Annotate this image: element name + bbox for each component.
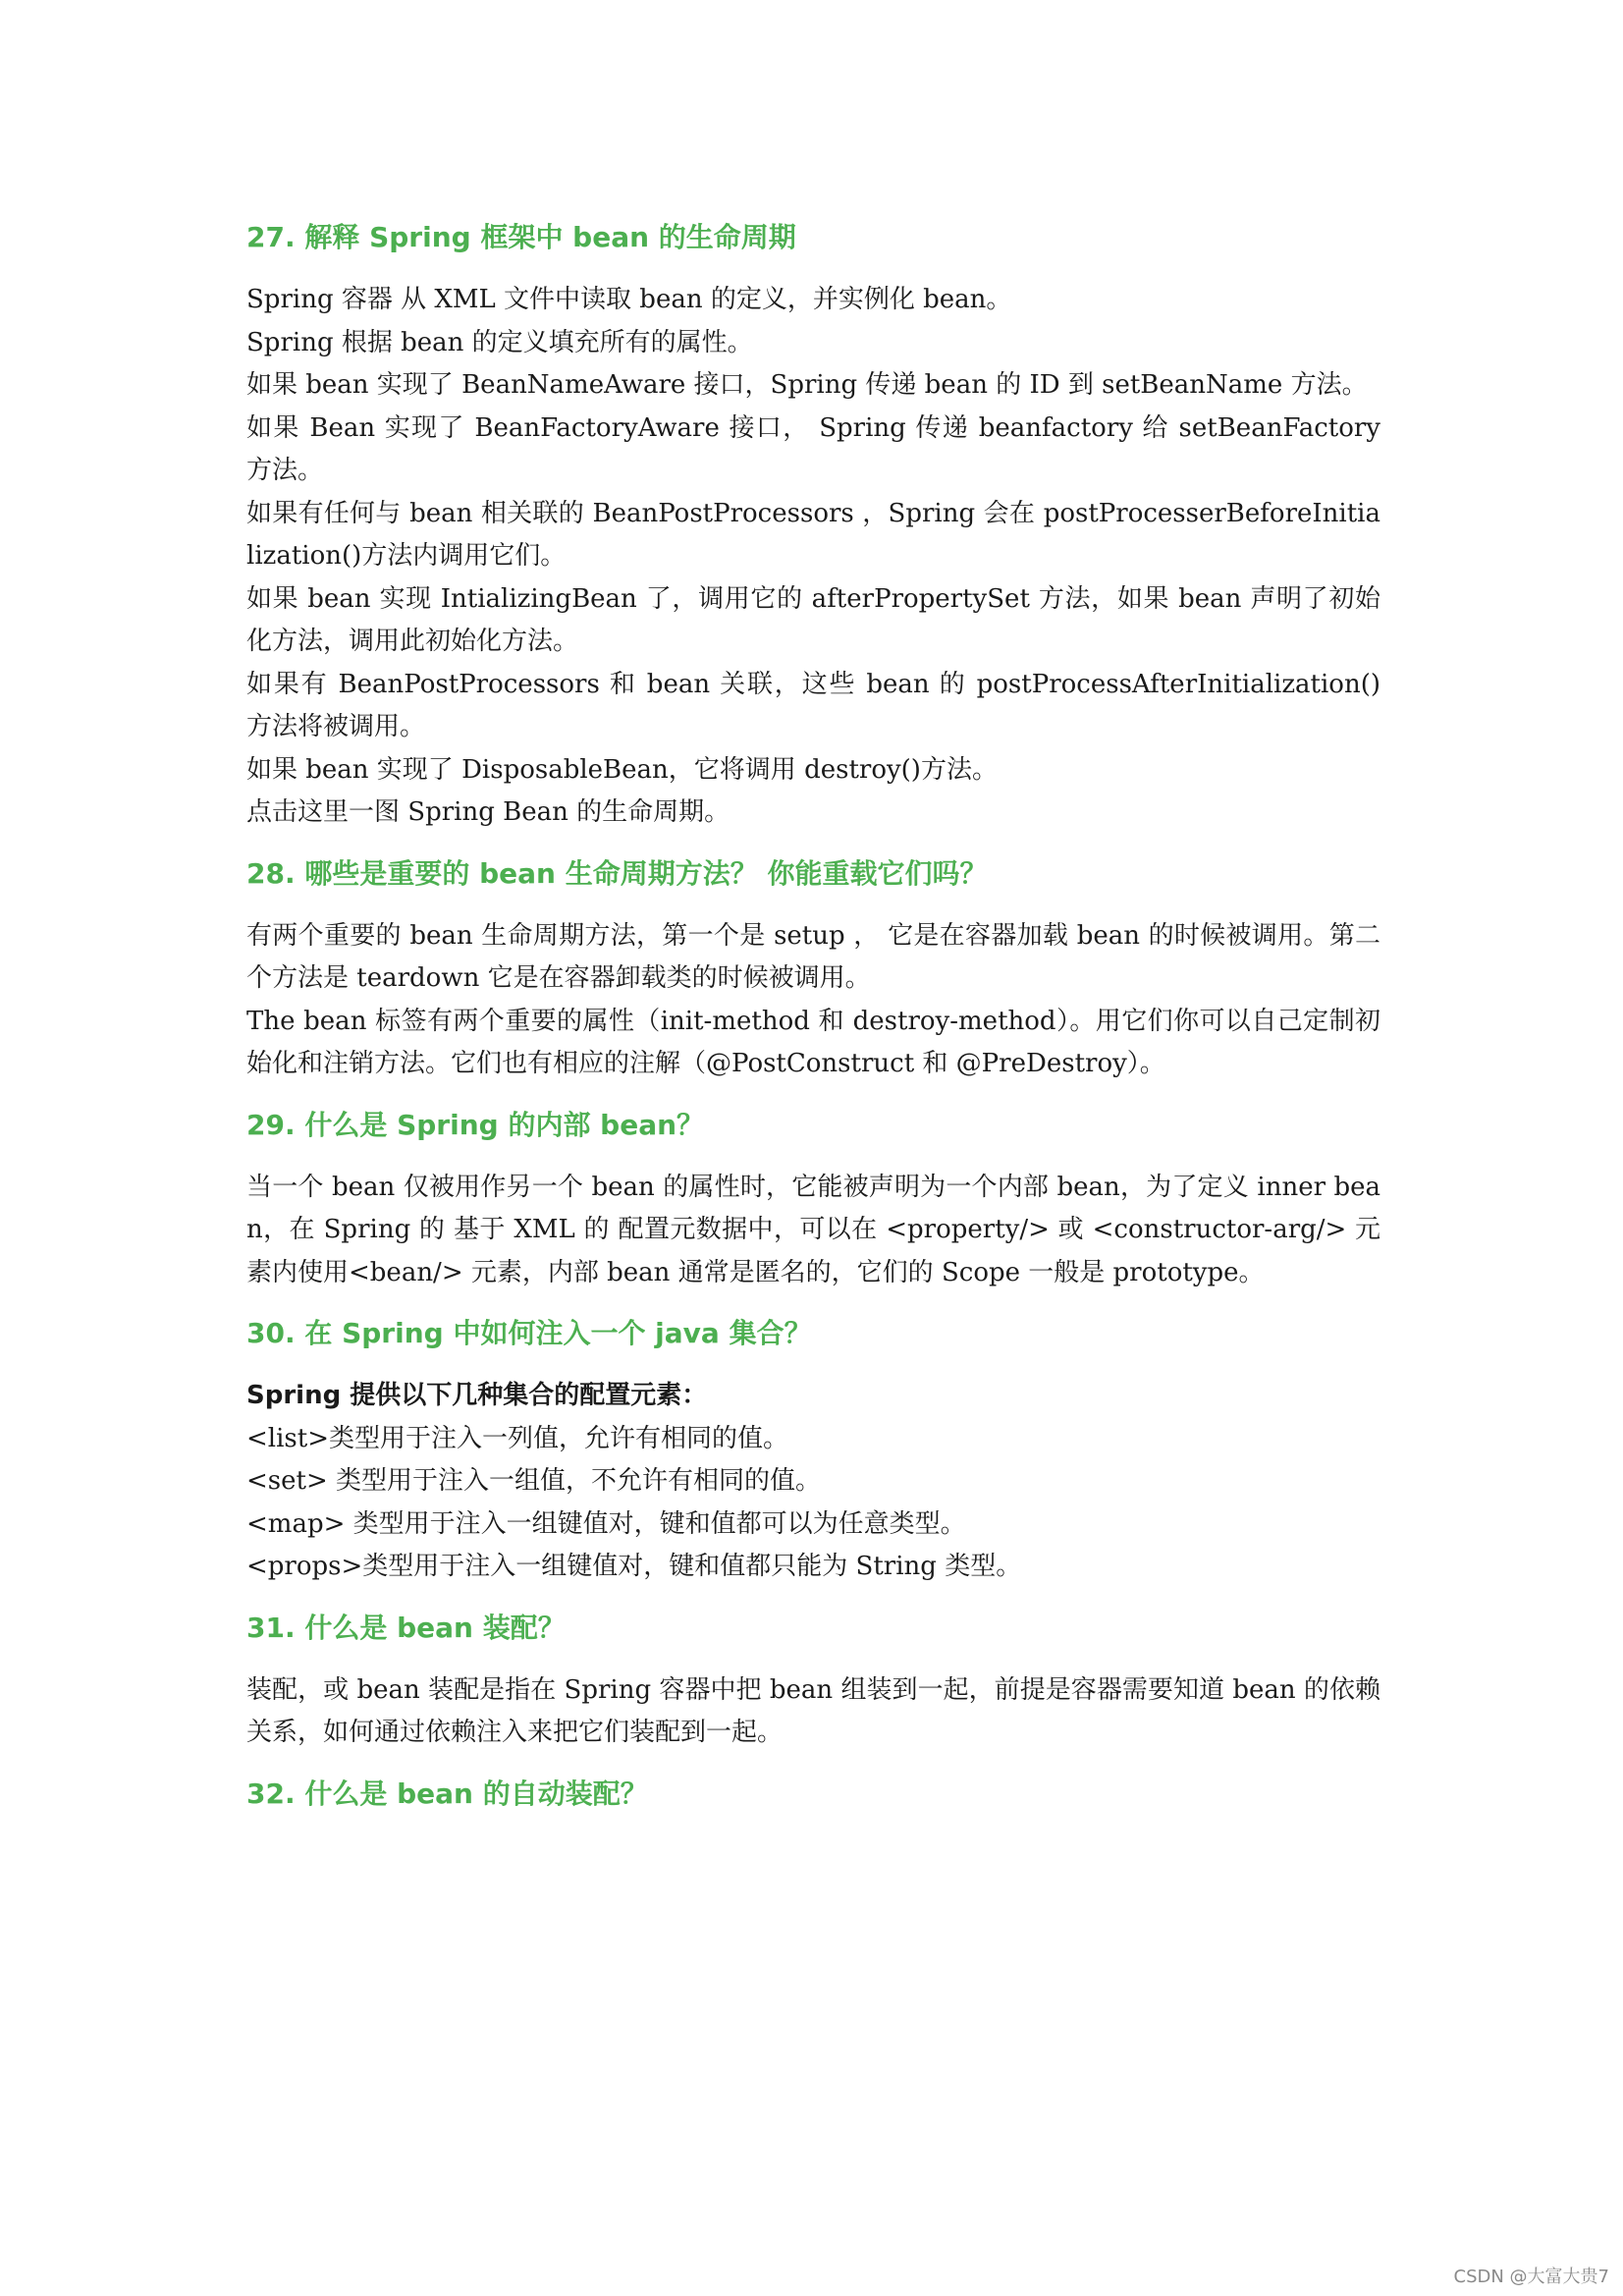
paragraph: <list>类型用于注入一列值，允许有相同的值。 [246,1423,788,1453]
heading-32: 32. 什么是 bean 的自动装配？ [246,1777,648,1810]
document-page [246,218,1380,1835]
paragraph: 点击这里一图 Spring Bean 的生命周期。 [246,797,730,827]
section-28 [246,854,1380,1086]
heading-27: 27. 解释 Spring 框架中 bean 的生命周期 [246,221,796,253]
paragraph: 如果 bean 实现了 BeanNameAware 接口，Spring 传递 bean 的 ID 到 setBeanName 方法。 [246,370,1368,400]
paragraph: 有两个重要的 bean 生命周期方法，第一个是 setup ， 它是在容器加载 bean 的时候被调用。第二个方法是 teardown 它是在容器卸载类的时候被调用。 [246,920,1380,993]
heading-30: 30. 在 Spring 中如何注入一个 java 集合？ [246,1317,812,1349]
section-31 [246,1609,1380,1755]
paragraph: <props>类型用于注入一组键值对，键和值都只能为 String 类型。 [246,1552,1022,1581]
paragraph: The bean 标签有两个重要的属性（init-method 和 destroy-method）。用它们你可以自己定制初始化和注销方法。它们也有相应的注解（@PostConstruct 和 @PreDestroy）。 [246,1006,1380,1078]
section-29 [246,1106,1380,1295]
section-32 [246,1775,1380,1814]
paragraph: 如果 bean 实现了 DisposableBean，它将调用 destroy()方法。 [246,754,998,785]
section-27 [246,218,1380,835]
paragraph: 如果 Bean 实现了 BeanFactoryAware 接口， Spring 传递 beanfactory 给 setBeanFactory 方法。 [246,412,1380,485]
paragraph: 当一个 bean 仅被用作另一个 bean 的属性时，它能被声明为一个内部 bean，为了定义 inner bean，在 Spring 的 基于 XML 的 配置元数据中，可以在 <property/> 或 <constructor-arg/> 元素内使用<bean/> 元素，内部 bean 通常是匿名的，它们的 Scope 一般是 prototype。 [246,1172,1380,1287]
heading-28: 28. 哪些是重要的 bean 生命周期方法？ 你能重载它们吗？ [246,856,988,890]
paragraph: Spring 根据 bean 的定义填充所有的属性。 [246,327,753,357]
heading-29: 29. 什么是 Spring 的内部 bean？ [246,1108,705,1141]
paragraph: 装配，或 bean 装配是指在 Spring 容器中把 bean 组装到一起，前提是容器需要知道 bean 的依赖关系，如何通过依赖注入来把它们装配到一起。 [246,1674,1380,1747]
paragraph: Spring 容器 从 XML 文件中读取 bean 的定义，并实例化 bean。 [246,285,1012,314]
csdn-watermark: CSDN @大富大贵7 [1453,2267,1609,2287]
paragraph: 如果有 BeanPostProcessors 和 bean 关联，这些 bean 的 postProcessAfterInitialization() 方法将被调用。 [246,669,1380,741]
section-30 [246,1314,1380,1589]
paragraph: <map> 类型用于注入一组键值对，键和值都可以为任意类型。 [246,1508,966,1539]
paragraph: 如果有任何与 bean 相关联的 BeanPostProcessors ，Spring 会在 postProcesserBeforeInitialization()方法内调用它们。 [246,498,1380,571]
paragraph: 如果 bean 实现 IntializingBean 了，调用它的 afterPropertySet 方法，如果 bean 声明了初始化方法，调用此初始化方法。 [246,583,1380,656]
heading-31: 31. 什么是 bean 装配？ [246,1611,566,1644]
lead-paragraph: Spring 提供以下几种集合的配置元素： [246,1381,708,1410]
paragraph: <set> 类型用于注入一组值，不允许有相同的值。 [246,1466,822,1496]
